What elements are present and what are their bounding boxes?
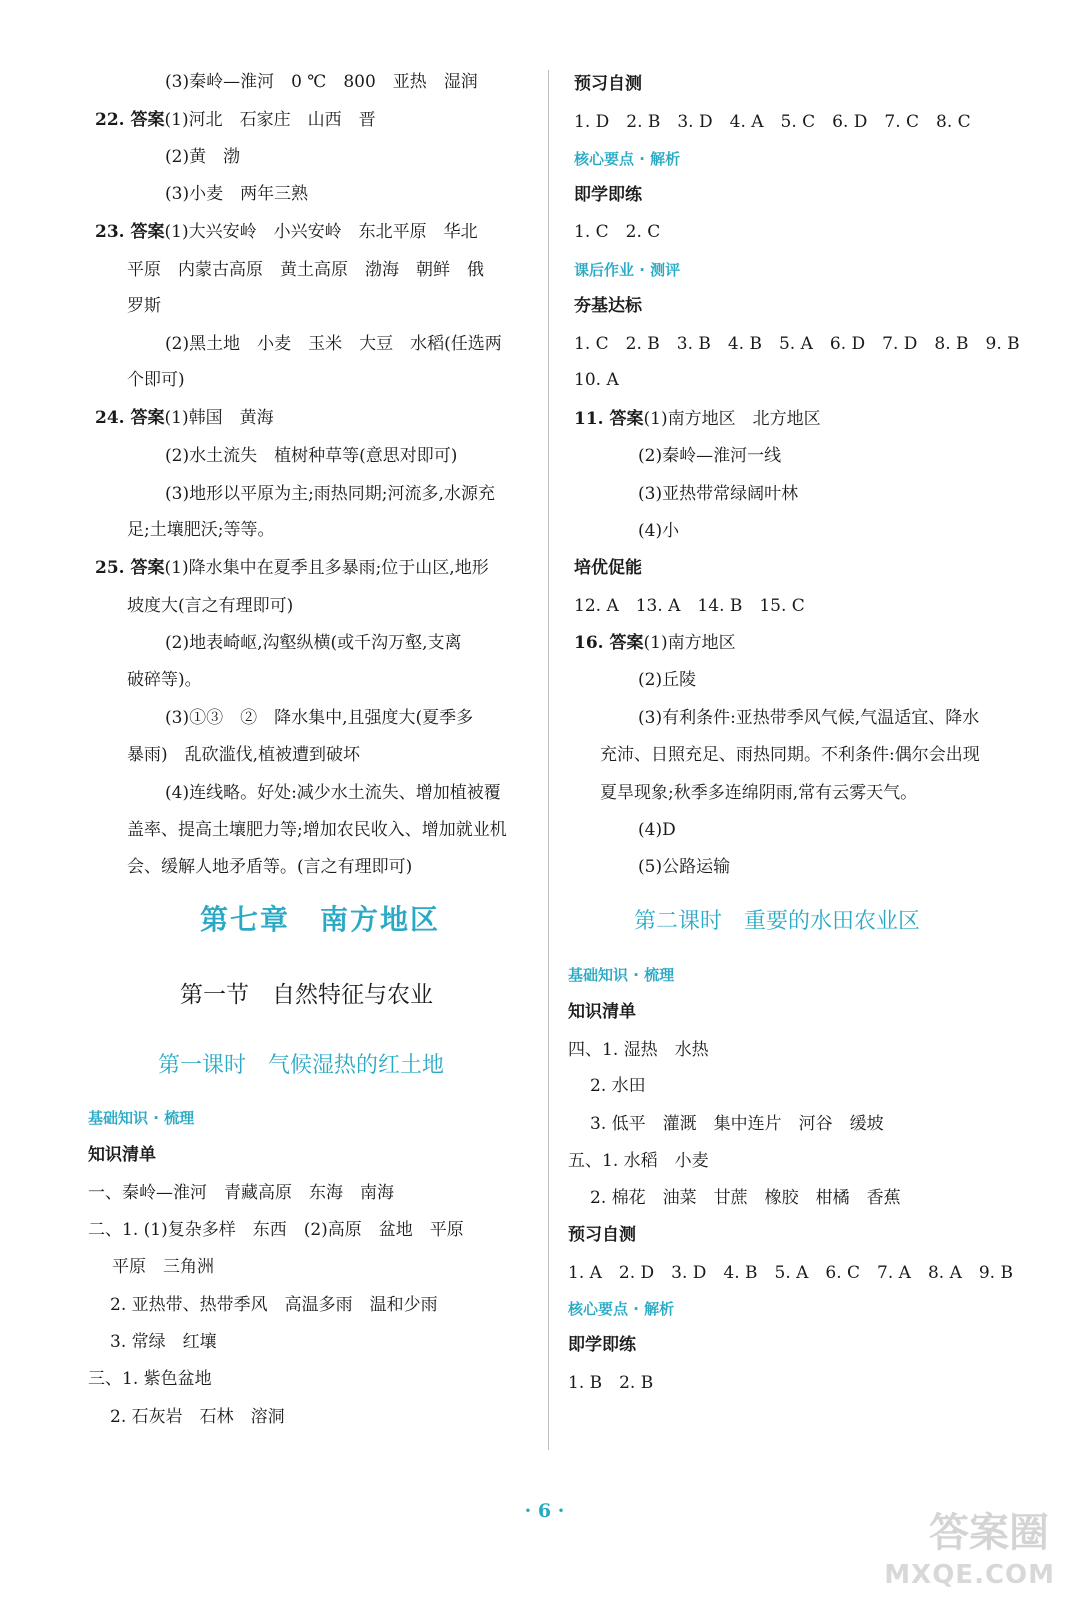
answer-label: 11. 答案	[574, 409, 644, 429]
text-line: 二、1. (1)复杂多样 东西 (2)高原 盆地 平原	[88, 1220, 464, 1240]
text-line: (3)秦岭—淮河 0 ℃ 800 亚热 湿润	[165, 72, 478, 92]
question-24	[95, 408, 274, 428]
text-line: 四、1. 湿热 水热	[568, 1040, 709, 1060]
section-tag: 基础知识 · 梳理	[568, 966, 675, 984]
text-line: (2)秦岭—淮河一线	[638, 446, 782, 466]
text-line: 2. 亚热带、热带季风 高温多雨 温和少雨	[110, 1295, 438, 1315]
section-title: 第一节 自然特征与农业	[180, 982, 433, 1008]
question-25	[95, 558, 489, 578]
text-line: (4)小	[638, 521, 680, 541]
question-23	[95, 222, 478, 242]
list-heading: 知识清单	[88, 1145, 156, 1165]
text-line: 3. 常绿 红壤	[110, 1332, 217, 1352]
text-line: 个即可)	[127, 370, 185, 390]
text-line: 罗斯	[127, 296, 161, 316]
text-line: 2. 石灰岩 石林 溶洞	[110, 1407, 285, 1427]
answer-text: (1)南方地区 北方地区	[643, 409, 821, 429]
text-line: 平原 三角洲	[112, 1257, 214, 1277]
text-line: 充沛、日照充足、雨热同期。不利条件:偶尔会出现	[600, 745, 980, 765]
text-line: 三、1. 紫色盆地	[88, 1369, 212, 1389]
text-line: (5)公路运输	[638, 857, 731, 877]
answer-row: 1. C 2. C	[574, 222, 661, 242]
heading: 即学即练	[568, 1335, 636, 1355]
answer-label: 22. 答案	[95, 110, 165, 130]
text-line: (4)D	[638, 820, 676, 840]
heading: 夯基达标	[574, 296, 642, 316]
answer-row: 12. A 13. A 14. B 15. C	[574, 596, 805, 616]
answer-text: (1)大兴安岭 小兴安岭 东北平原 华北	[164, 222, 478, 242]
text-line: 盖率、提高土壤肥力等;增加农民收入、增加就业机	[127, 820, 507, 840]
column-divider	[548, 70, 549, 1450]
heading: 培优促能	[574, 558, 642, 578]
section-tag: 核心要点 · 解析	[574, 150, 681, 168]
answer-text: (1)河北 石家庄 山西 晋	[164, 110, 376, 130]
text-line: 平原 内蒙古高原 黄土高原 渤海 朝鲜 俄	[127, 260, 484, 280]
text-line: 夏旱现象;秋季多连绵阴雨,常有云雾天气。	[600, 783, 918, 803]
text-line: 3. 低平 灌溉 集中连片 河谷 缓坡	[590, 1114, 884, 1134]
section-tag: 课后作业 · 测评	[574, 261, 681, 279]
text-line: (3)①③ ② 降水集中,且强度大(夏季多	[165, 708, 474, 728]
text-line: 破碎等)。	[127, 670, 202, 690]
text-line: (2)黄 渤	[165, 147, 241, 167]
text-line: 2. 水田	[590, 1076, 646, 1096]
text-line: (4)连线略。好处:减少水土流失、增加植被覆	[165, 783, 501, 803]
section-tag: 基础知识 · 梳理	[88, 1109, 195, 1127]
text-line: (3)小麦 两年三熟	[165, 184, 309, 204]
page-number: · 6 ·	[524, 1500, 565, 1522]
text-line: (3)亚热带常绿阔叶林	[638, 484, 799, 504]
watermark-text: MXQE.COM	[884, 1560, 1055, 1590]
text-line: 2. 棉花 油菜 甘蔗 橡胶 柑橘 香蕉	[590, 1188, 901, 1208]
question-11	[574, 409, 821, 429]
lesson-title: 第一课时 气候湿热的红土地	[158, 1053, 445, 1078]
answer-row: 1. D 2. B 3. D 4. A 5. C 6. D 7. C 8. C	[574, 112, 971, 132]
answer-label: 24. 答案	[95, 408, 165, 428]
answer-row: 10. A	[574, 370, 619, 390]
answer-label: 16. 答案	[574, 633, 644, 653]
answer-text: (1)韩国 黄海	[164, 408, 274, 428]
text-line: (3)有利条件:亚热带季风气候,气温适宜、降水	[638, 708, 980, 728]
text-line: 足;土壤肥沃;等等。	[127, 520, 275, 540]
answer-text: (1)降水集中在夏季且多暴雨;位于山区,地形	[164, 558, 489, 578]
text-line: (2)地表崎岖,沟壑纵横(或千沟万壑,支离	[165, 633, 462, 653]
watermark-logo: 答案圈	[929, 1510, 1049, 1556]
answer-text: (1)南方地区	[643, 633, 736, 653]
heading: 预习自测	[568, 1225, 636, 1245]
answer-row: 1. B 2. B	[568, 1373, 654, 1393]
answer-row: 1. C 2. B 3. B 4. B 5. A 6. D 7. D 8. B 9. B	[574, 334, 1020, 354]
section-tag: 核心要点 · 解析	[568, 1300, 675, 1318]
question-16	[574, 633, 736, 653]
lesson-title: 第二课时 重要的水田农业区	[634, 909, 921, 934]
text-line: (3)地形以平原为主;雨热同期;河流多,水源充	[165, 484, 495, 504]
heading: 即学即练	[574, 185, 642, 205]
heading: 知识清单	[568, 1002, 636, 1022]
answer-label: 23. 答案	[95, 222, 165, 242]
heading: 预习自测	[574, 74, 642, 94]
text-line: 暴雨) 乱砍滥伐,植被遭到破坏	[127, 745, 361, 765]
text-line: 坡度大(言之有理即可)	[127, 596, 294, 616]
text-line: 一、秦岭—淮河 青藏高原 东海 南海	[88, 1183, 394, 1203]
text-line: 五、1. 水稻 小麦	[568, 1151, 709, 1171]
answer-row: 1. A 2. D 3. D 4. B 5. A 6. C 7. A 8. A 9. B	[568, 1263, 1013, 1283]
text-line: (2)水土流失 植树种草等(意思对即可)	[165, 446, 458, 466]
text-line: (2)黑土地 小麦 玉米 大豆 水稻(任选两	[165, 334, 502, 354]
answer-label: 25. 答案	[95, 558, 165, 578]
question-22	[95, 110, 376, 130]
text-line: 会、缓解人地矛盾等。(言之有理即可)	[127, 857, 413, 877]
text-line: (2)丘陵	[638, 670, 697, 690]
chapter-title: 第七章 南方地区	[200, 903, 441, 936]
